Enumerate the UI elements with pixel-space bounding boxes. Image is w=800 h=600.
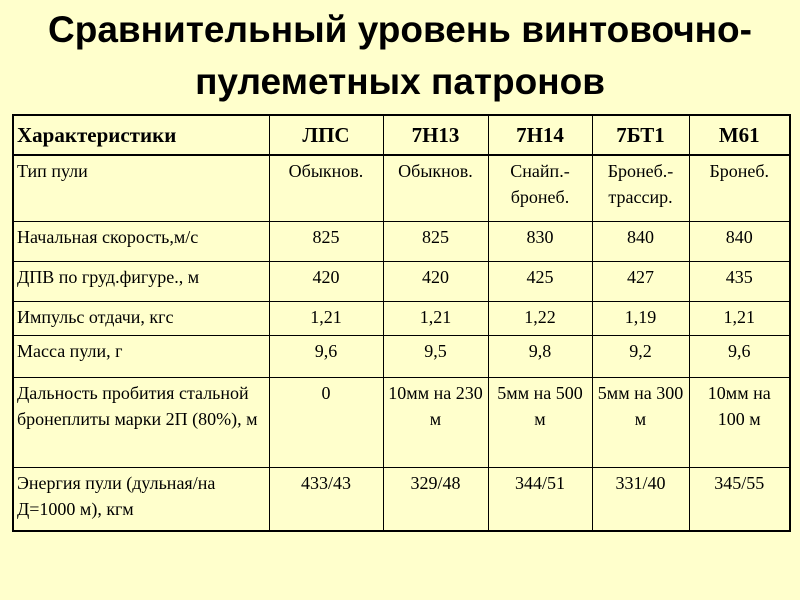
- table-cell: 1,21: [269, 301, 383, 335]
- table-cell: 1,21: [383, 301, 488, 335]
- table-cell: 9,2: [592, 335, 689, 377]
- table-row-bullet-mass: [13, 335, 790, 377]
- table-cell: 420: [269, 261, 383, 301]
- cartridge-comparison-table: [12, 114, 791, 532]
- table-cell: 840: [689, 221, 790, 261]
- table-cell: 840: [592, 221, 689, 261]
- table-row-armor-penetration: [13, 377, 790, 467]
- table-row-point-blank-range: [13, 261, 790, 301]
- title-line-2: пулеметных патронов: [195, 61, 605, 102]
- table-cell: 5мм на 300 м: [592, 377, 689, 467]
- header-lps: ЛПС: [269, 115, 383, 155]
- header-7n14: 7Н14: [488, 115, 592, 155]
- table-cell: Бронеб.: [689, 155, 790, 221]
- header-7n13: 7Н13: [383, 115, 488, 155]
- title-line-1: Сравнительный уровень винтовочно-: [48, 9, 752, 50]
- table-cell: 830: [488, 221, 592, 261]
- table-cell: 435: [689, 261, 790, 301]
- row-label-point-blank-range: ДПВ по груд.фигуре., м: [13, 261, 269, 301]
- table-cell: 9,6: [689, 335, 790, 377]
- table-row-recoil-impulse: [13, 301, 790, 335]
- table-cell: Снайп.-бронеб.: [488, 155, 592, 221]
- row-label-bullet-type: Тип пули: [13, 155, 269, 221]
- page-title: [0, 4, 800, 108]
- table-cell: Обыкнов.: [383, 155, 488, 221]
- table-cell: 425: [488, 261, 592, 301]
- table-header-row: [13, 115, 790, 155]
- table-cell: 9,5: [383, 335, 488, 377]
- table-cell: 420: [383, 261, 488, 301]
- row-label-armor-penetration: Дальность пробития стальной бронеплиты марки 2П (80%), м: [13, 377, 269, 467]
- table-cell: 9,6: [269, 335, 383, 377]
- table-cell: 433/43: [269, 467, 383, 531]
- table-cell: 0: [269, 377, 383, 467]
- table-cell: 1,21: [689, 301, 790, 335]
- row-label-bullet-mass: Масса пули, г: [13, 335, 269, 377]
- header-characteristics: Характеристики: [13, 115, 269, 155]
- table-cell: 5мм на 500 м: [488, 377, 592, 467]
- row-label-recoil-impulse: Импульс отдачи, кгс: [13, 301, 269, 335]
- table-cell: 345/55: [689, 467, 790, 531]
- header-7bt1: 7БТ1: [592, 115, 689, 155]
- table-cell: 427: [592, 261, 689, 301]
- table-cell: 9,8: [488, 335, 592, 377]
- table-cell: 331/40: [592, 467, 689, 531]
- table-row-bullet-energy: [13, 467, 790, 531]
- table-cell: Обыкнов.: [269, 155, 383, 221]
- table-cell: 1,19: [592, 301, 689, 335]
- table-row-muzzle-velocity: [13, 221, 790, 261]
- table-cell: 825: [383, 221, 488, 261]
- header-m61: М61: [689, 115, 790, 155]
- table-cell: 329/48: [383, 467, 488, 531]
- table-row-bullet-type: [13, 155, 790, 221]
- table-cell: 344/51: [488, 467, 592, 531]
- table-cell: 10мм на 230 м: [383, 377, 488, 467]
- table-cell: 1,22: [488, 301, 592, 335]
- row-label-bullet-energy: Энергия пули (дульная/на Д=1000 м), кгм: [13, 467, 269, 531]
- row-label-muzzle-velocity: Начальная скорость,м/с: [13, 221, 269, 261]
- table-cell: 10мм на 100 м: [689, 377, 790, 467]
- table-cell: Бронеб.-трассир.: [592, 155, 689, 221]
- table-cell: 825: [269, 221, 383, 261]
